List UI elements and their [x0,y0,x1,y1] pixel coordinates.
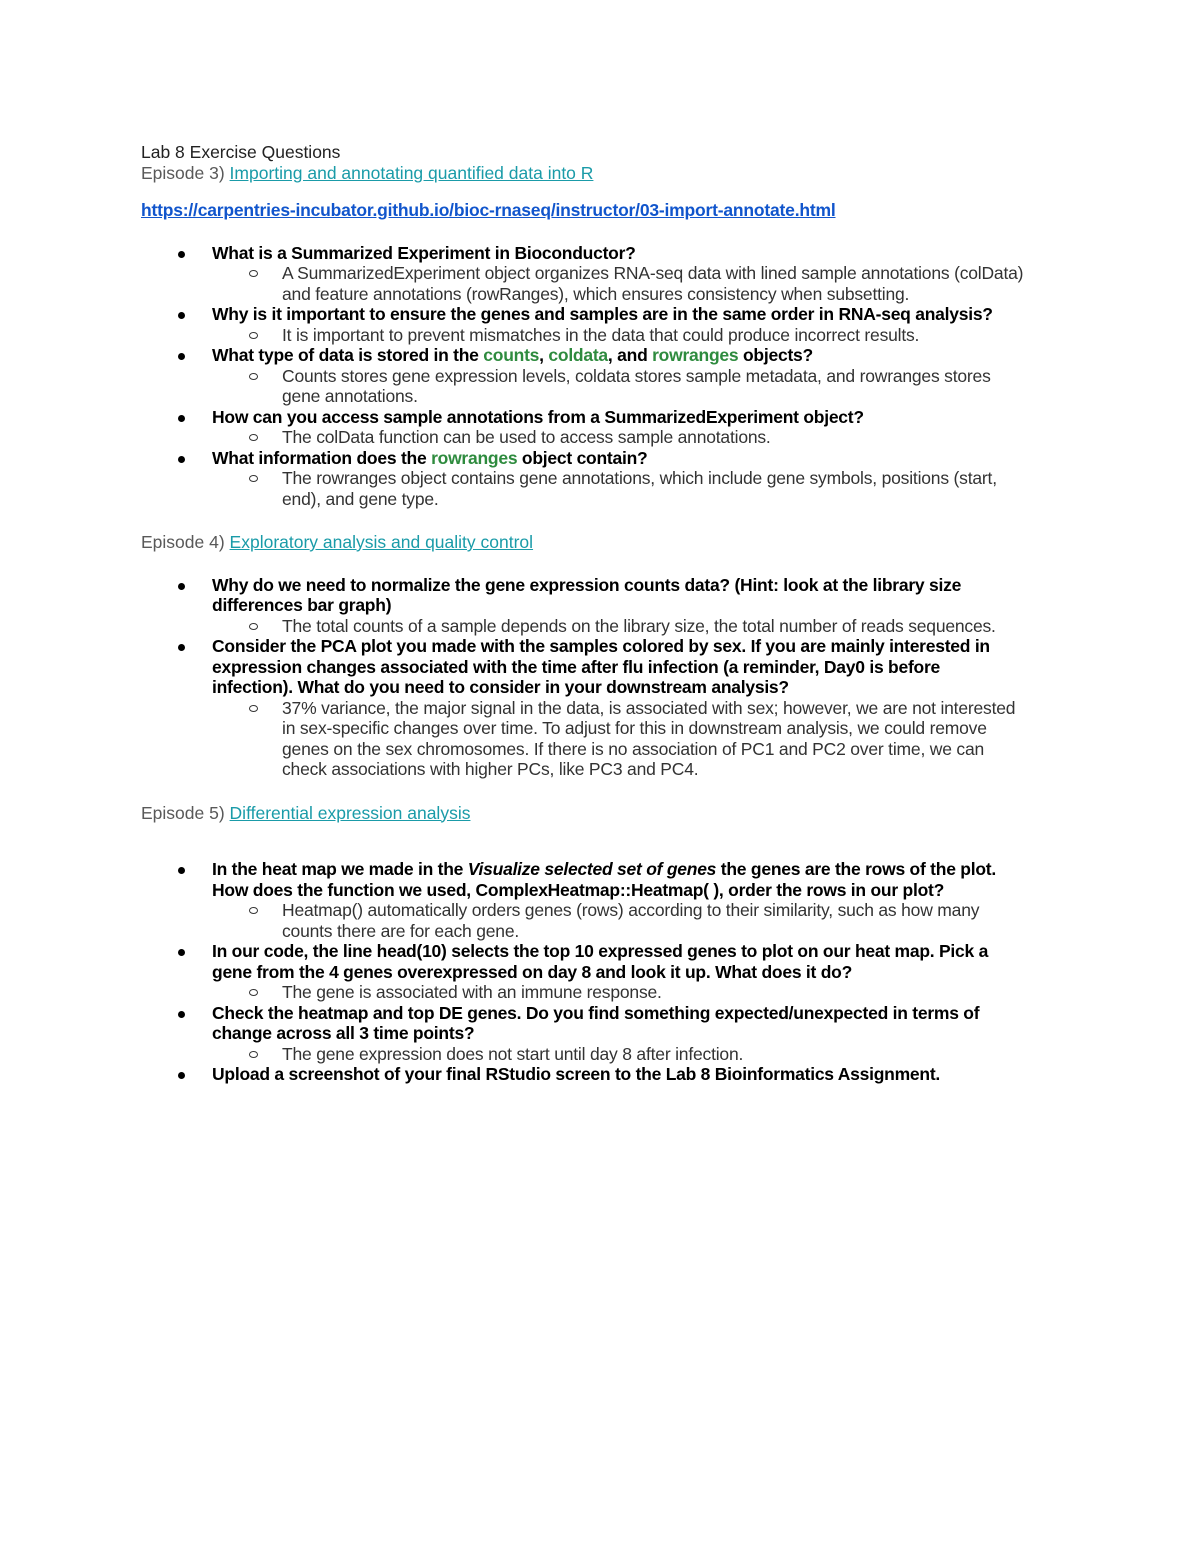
ep3-question-5: What information does the rowranges object contain? [212,447,648,468]
ep3-answer-5: The rowranges object contains gene annotations, which include gene symbols, positions (start, end), and gene type. [141,468,1061,509]
episode-4-link[interactable]: Exploratory analysis and quality control [229,532,534,552]
ep5-answer-1: Heatmap() automatically orders genes (rows) according to their similarity, such as how many counts there are for each gene. [141,900,1061,941]
ep5-answer-2: The gene is associated with an immune response. [141,982,1061,1003]
episode-4-heading [141,532,1061,553]
term-rowranges: rowranges [652,345,739,365]
hollow-bullet-icon [249,332,258,339]
ep3-answer-4: The colData function can be used to access sample annotations. [141,427,1061,448]
ep5-question-4: Upload a screenshot of your final RStudio screen to the Lab 8 Bioinformatics Assignment. [212,1064,941,1084]
document-title: Lab 8 Exercise Questions [141,142,341,162]
hollow-bullet-icon [249,475,258,482]
episode-5-prefix: Episode 5) [141,802,225,823]
ep3-question-3: What type of data is stored in the counts, coldata, and rowranges objects? [212,345,813,365]
ep3-answer-1: A SummarizedExperiment object organizes RNA-seq data with lined sample annotations (colData) and feature annotations (rowRanges), which ensures consistency when subsetting. [141,263,1061,304]
ep5-question-2: In our code, the line head(10) selects the top 10 expressed genes to plot on our heat map. Pick a gene from the 4 genes overexpressed on day 8 and look it up. What does it do? [212,941,989,982]
ep4-question-2: Consider the PCA plot you made with the samples colored by sex. If you are mainly interested in expression changes associated with the time after flu infection (a reminder, Day0 is before infection). What do you need to consider in your downstream analysis? [212,636,990,697]
ep4-question-1: Why do we need to normalize the gene expression counts data? (Hint: look at the library size differences bar graph) [212,574,962,615]
document-body [141,142,1061,1085]
episode-5-link[interactable]: Differential expression analysis [229,802,471,823]
hollow-bullet-icon [249,907,258,914]
emphasis-heatmap-section: Visualize selected set of genes [467,859,717,879]
ep3-answer-2: It is important to prevent mismatches in the data that could produce incorrect results. [141,325,1061,346]
hollow-bullet-icon [249,373,258,380]
ep5-answer-3: The gene expression does not start until day 8 after infection. [141,1044,1061,1065]
hollow-bullet-icon [249,989,258,996]
episode-3-prefix: Episode 3) [141,162,225,183]
term-rowranges: rowranges [431,447,518,468]
hollow-bullet-icon [249,623,258,630]
hollow-bullet-icon [249,270,258,277]
hollow-bullet-icon [249,434,258,441]
term-counts: counts [483,345,540,365]
ep3-question-1: What is a Summarized Experiment in Bioconductor? [212,242,636,263]
lesson-url-link[interactable]: https://carpentries-incubator.github.io/bioc-rnaseq/instructor/03-import-annotate.html [141,200,836,220]
episode-3-link[interactable]: Importing and annotating quantified data into R [229,162,594,183]
hollow-bullet-icon [249,705,258,712]
ep3-answer-3: Counts stores gene expression levels, coldata stores sample metadata, and rowranges stores gene annotations. [141,366,1061,407]
episode-5-heading [141,803,1061,824]
ep3-question-2: Why is it important to ensure the genes and samples are in the same order in RNA-seq analysis? [212,304,993,324]
ep3-question-4: How can you access sample annotations from a SummarizedExperiment object? [212,406,864,427]
episode-3-heading [141,163,1061,184]
ep5-question-1: In the heat map we made in the Visualize selected set of genes the genes are the rows of the plot. How does the function we used, ComplexHeatmap::Heatmap( ), order the rows in our plot? [212,859,996,900]
term-coldata: coldata [548,345,608,365]
hollow-bullet-icon [249,1051,258,1058]
episode-4-prefix: Episode 4) [141,532,225,552]
ep5-question-3: Check the heatmap and top DE genes. Do you find something expected/unexpected in terms of change across all 3 time points? [212,1002,980,1043]
ep4-answer-1: The total counts of a sample depends on the library size, the total number of reads sequences. [141,616,1061,637]
ep4-answer-2: 37% variance, the major signal in the data, is associated with sex; however, we are not interested in sex-specific changes over time. To adjust for this in downstream analysis, we could remove genes on the sex chromosomes. If there is no association of PC1 and PC2 over time, we can check associations with higher PCs, like PC3 and PC4. [141,698,1061,780]
